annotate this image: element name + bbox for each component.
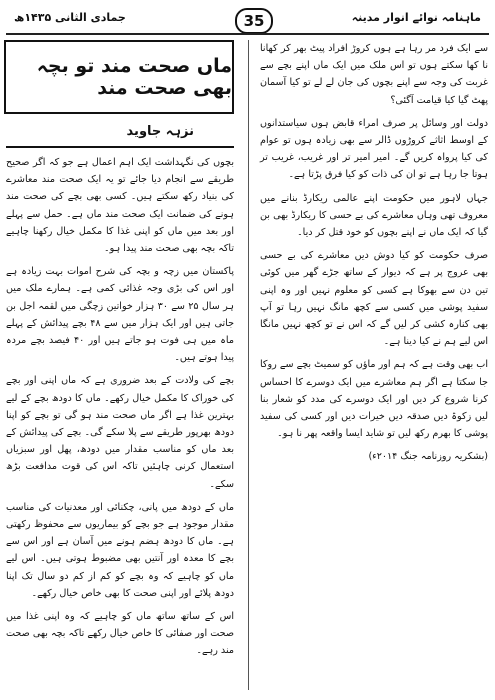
issue-date: جمادی الثانی ۱۴۳۵ھ [14, 11, 126, 24]
left-column [6, 40, 234, 695]
byline-rule [6, 146, 234, 148]
author-name: نزہہ جاوید [126, 124, 194, 139]
paragraph: دولت اور وسائل پر صرف امراء قابض ہوں سیاستدانوں کے اوسط اثاثے کروڑوں ڈالر سے بھی زیادہ ہوں تو عوام کی کیا پرواہ کریں گے۔ امیر امیر تر اور غریب، غریب تر ہوتا جا رہا ہے تو ان کی ذات کو کیا فرق پڑتا ہے۔ [260, 117, 488, 181]
paragraph: اب بھی وقت ہے کہ ہم اور ماؤں کو سمیٹ بچے سے روکا جا سکتا ہے اگر ہم معاشرے میں ایک دوسرے کا احساس کرنا شروع کر دیں اور ایک دوسرے کی مدد کو شعار بنا لیں زکوۃ دیں صدقہ دیں خیرات دیں اور کسی کی سفید پوشی کا بھرم رکھ لیں تو شاید ایسا واقعہ پھر نا ہو۔ [260, 359, 488, 440]
paragraph: صرف حکومت کو کیا دوش دیں معاشرے کی بے حسی بھی عروج پر ہے کہ دیوار کے ساتھ جڑے گھر میں کوئی تین دن سے بھوکا ہے کسی کو معلوم نہیں اور وہ اپنی سفید پوشی میں کسی سے کچھ مانگ نہیں رہا تو آپ بھی کنارہ کشی کر لیں گے کہ اس نے تو کچھ نہیں مانگا اس لیے ہم نے کیا دینا ہے۔ [260, 250, 488, 348]
paragraph: جہاں لاہور میں حکومت اپنے عالمی ریکارڈ بنانے میں معروف تھی وہاں معاشرے کی بے حسی کا ریکارڈ بھی بن گیا کہ ایک ماں نے اپنے بچوں کو خود قتل کر دیا۔ [260, 192, 488, 239]
article-title-box [4, 40, 234, 114]
paragraph: ماں کے دودھ میں پانی، چکنائی اور معدنیات کی مناسب مقدار موجود ہے جو بچے کو بیماریوں سے محفوظ رکھتی ہے۔ ماں کا دودھ ہضم ہونے میں آسان ہے اور اس سے بچے کا معدہ اور آنتیں بھی مضبوط ہوتی ہیں۔ اس لیے ماں کو چاہیے کہ وہ بچے کو کم از کم دو سال تک اپنا دودھ پلائے اور اپنی صحت کا بھی خاص خیال رکھے۔ [6, 501, 234, 599]
column-divider [248, 40, 249, 690]
paragraph: بچے کی ولادت کے بعد ضروری ہے کہ ماں اپنی اور بچے کی خوراک کا مکمل خیال رکھے۔ ماں کا دودھ بچے کے لیے بہترین غذا ہے اگر ماں صحت مند ہو گی تو بچے کو اپنا دودھ بھرپور طریقے سے پلا سکے گی۔ بچے کی پیدائش کے بعد ماں کو مناسب مقدار میں دودھ، پھل اور سبزیاں استعمال کرنی چاہئیں تاکہ اس کی قوت مدافعت بڑھ سکے۔ [6, 375, 234, 490]
byline-block [6, 122, 234, 148]
header-rule [6, 33, 489, 35]
magazine-name: ماہنامہ نوائے انوار مدینہ [351, 11, 481, 24]
page-header [6, 6, 489, 34]
source-citation: (بشکریہ روزنامہ جنگ ۲۰۱۴ء) [368, 451, 488, 463]
paragraph: اس کے ساتھ ساتھ ماں کو چاہیے کہ وہ اپنی غذا میں صحت اور صفائی کا خاص خیال رکھے تاکہ بچہ بھی صحت مند رہے۔ [6, 611, 234, 657]
right-column [260, 40, 488, 695]
page-number-badge: 35 [235, 8, 273, 34]
article-title: ماں صحت مند تو بچہ بھی صحت مند [36, 55, 232, 99]
paragraph: سے ایک فرد مر رہا ہے ہوں کروڑ افراد پیٹ بھر کر کھانا نا کھا سکتے ہوں تو اس ملک میں ایک ماں اپنے بچے سے غربت کی وجہ سے اپنے بچوں کی جان لے لے تو کیا آسمان پھٹ گیا کیا قیامت آگئی؟ [260, 43, 488, 106]
paragraph: بچوں کی نگہداشت ایک اہم اعمال ہے جو کہ اگر صحیح طریقے سے انجام دیا جائے تو یہ ایک صحت مند معاشرے کی بنیاد رکھ سکتے ہیں۔ کسی بھی بچے کی صحت مند ہونے کی ضمانت ایک صحت مند ماں ہے۔ حمل سے پہلے اور بعد میں ماں کو اپنی غذا کا مکمل خیال رکھنا چاہیے تاکہ بچہ بھی صحت مند پیدا ہو۔ [6, 157, 234, 255]
paragraph: پاکستان میں زچہ و بچہ کی شرح اموات بہت زیادہ ہے اور اس کی بڑی وجہ غذائی کمی ہے۔ ہمارے ملک میں ہر سال ۲۵ سے ۳۰ ہزار خواتین زچگی میں لقمہ اجل بن جاتی ہیں اور ایک ہزار میں سے ۴۸ بچے پیدائش کے پہلے ماہ میں ہی فوت ہو جاتے ہیں اور ۴۰ فیصد بچے مردہ پیدا ہوتے ہیں۔ [6, 266, 235, 364]
